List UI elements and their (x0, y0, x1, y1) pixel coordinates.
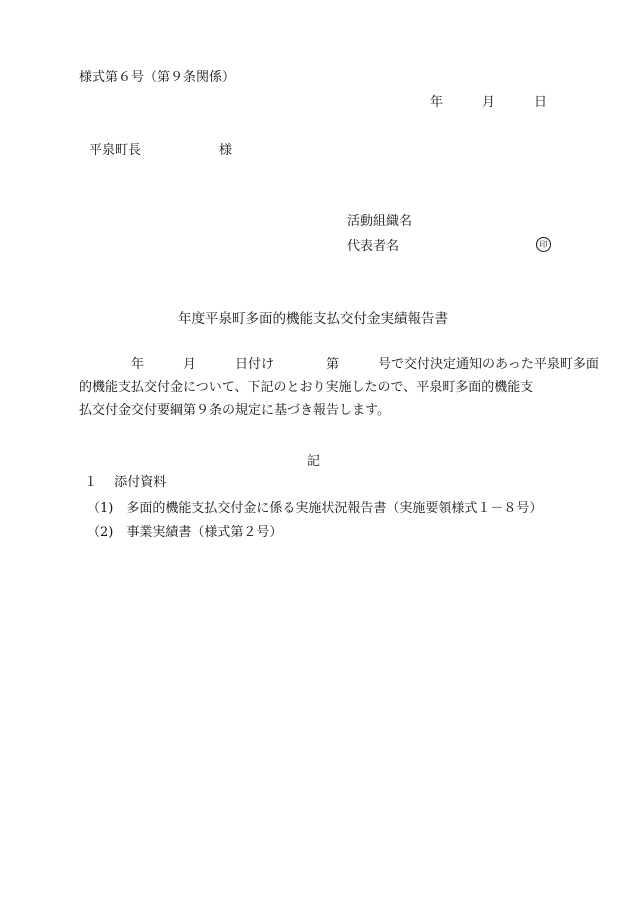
body-text-line: 払交付金交付要綱第９条の規定に基づき報告します。 (79, 403, 390, 418)
seal-mark: 印 (536, 237, 551, 252)
body-text-line: 年 月 日付け 第 号で交付決定通知のあった平泉町多面 (79, 357, 599, 372)
attachment-item: （2) 事業実績書（様式第２号） (87, 525, 283, 540)
body-text-line: 的機能支払交付金について、下記のとおり実施したので、平泉町多面的機能支 (79, 380, 534, 395)
date-line: 年 月 日 (429, 95, 547, 110)
section-heading-attachments: １ 添付資料 (80, 475, 167, 490)
addressee: 平泉町長 様 (89, 143, 233, 158)
document-title: 年度平泉町多面的機能支払交付金実績報告書 (178, 311, 448, 327)
attachment-item: （1) 多面的機能支払交付金に係る実施状況報告書（実施要領様式１－８号） (87, 501, 543, 516)
ki-heading: 記 (307, 454, 321, 469)
form-number: 様式第６号（第９条関係） (79, 70, 236, 85)
representative-name-label: 代表者名 (347, 239, 400, 254)
org-name-label: 活動組織名 (347, 214, 413, 229)
